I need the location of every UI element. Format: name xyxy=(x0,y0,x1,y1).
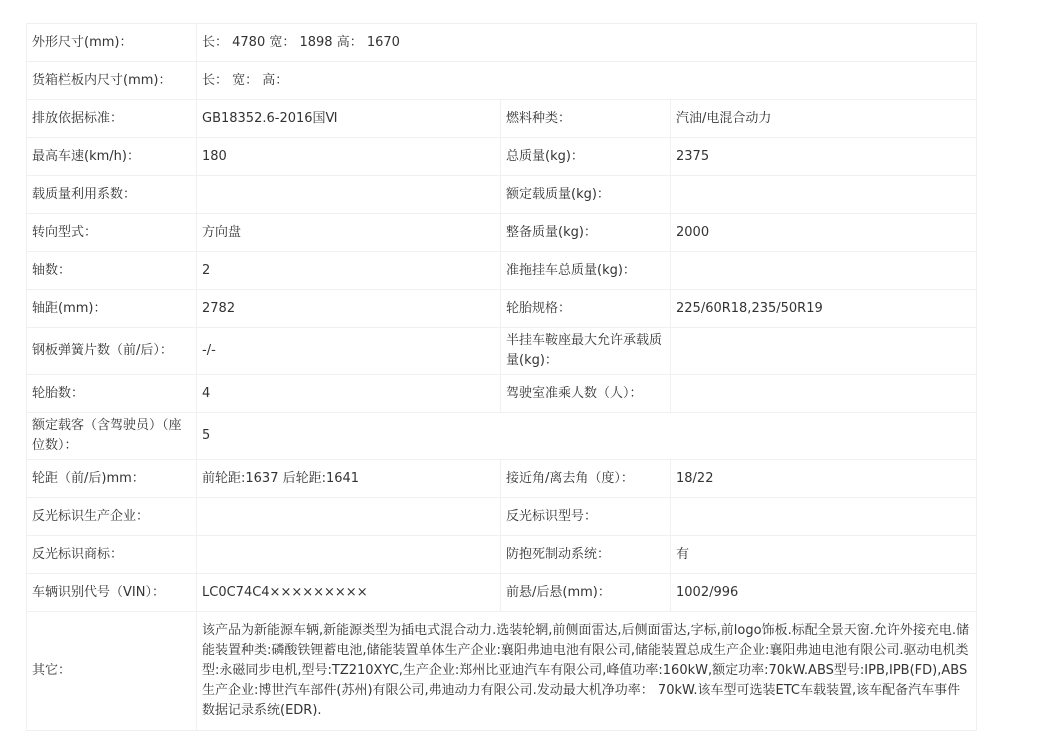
spec-value: 2782 xyxy=(197,290,501,328)
spec-row-seating xyxy=(27,413,977,460)
spec-value: 汽油/电混合动力 xyxy=(671,100,977,138)
spec-value: 2000 xyxy=(671,214,977,252)
spec-notes-text: 该产品为新能源车辆,新能源类型为插电式混合动力.选装轮辋,前侧面雷达,后侧面雷达,字标,前logo饰板.标配全景天窗.允许外接充电.储能装置种类:磷酸铁锂蓄电池,储能装置单体生产企业:襄阳弗迪电池有限公司,储能装置总成生产企业:襄阳弗迪电池有限公司.驱动电机类型:永磁同步电机,型号:TZ210XYC,生产企业:郑州比亚迪汽车有限公司,峰值功率:160kW,额定功率:70kW.ABS型号:IPB,IPB(FD),ABS生产企业:博世汽车部件(苏州)有限公司,弗迪动力有限公司.发动最大机净功率： 70kW.该车型可选装ETC车载装置,该车配备汽车事件数据记录系统(EDR). xyxy=(197,612,977,731)
spec-label: 反光标识生产企业： xyxy=(27,498,197,536)
spec-label: 其它： xyxy=(27,612,197,731)
spec-label: 整备质量(kg)： xyxy=(501,214,671,252)
spec-label: 车辆识别代号（VIN）： xyxy=(27,574,197,612)
spec-label: 钢板弹簧片数（前/后）： xyxy=(27,328,197,375)
spec-label: 接近角/离去角（度）： xyxy=(501,460,671,498)
spec-row-dimensions xyxy=(27,24,977,62)
spec-value: GB18352.6-2016国Ⅵ xyxy=(197,100,501,138)
spec-value: 1002/996 xyxy=(671,574,977,612)
spec-value: 2 xyxy=(197,252,501,290)
spec-label: 载质量利用系数： xyxy=(27,176,197,214)
spec-value: 180 xyxy=(197,138,501,176)
spec-row-cargo-box-dimensions xyxy=(27,62,977,100)
spec-label: 额定载客（含驾驶员）（座位数）： xyxy=(27,413,197,460)
spec-value: 长： 宽： 高： xyxy=(197,62,977,100)
spec-row-load-factor xyxy=(27,176,977,214)
spec-value xyxy=(671,328,977,375)
spec-row-speed-mass xyxy=(27,138,977,176)
spec-value xyxy=(197,536,501,574)
spec-label: 轮距（前/后)mm： xyxy=(27,460,197,498)
spec-row-reflector-maker xyxy=(27,498,977,536)
spec-label: 转向型式： xyxy=(27,214,197,252)
spec-label: 轮胎规格： xyxy=(501,290,671,328)
spec-row-axles-trailer xyxy=(27,252,977,290)
spec-row-reflector-abs xyxy=(27,536,977,574)
spec-value: 长： 4780 宽： 1898 高： 1670 xyxy=(197,24,977,62)
spec-row-steering-curb-mass xyxy=(27,214,977,252)
spec-value: 5 xyxy=(197,413,977,460)
spec-value: 4 xyxy=(197,375,501,413)
spec-value xyxy=(197,176,501,214)
spec-value: LC0C74C4××××××××× xyxy=(197,574,501,612)
spec-value xyxy=(671,176,977,214)
spec-value: 方向盘 xyxy=(197,214,501,252)
spec-label: 外形尺寸(mm)： xyxy=(27,24,197,62)
spec-label: 反光标识商标： xyxy=(27,536,197,574)
spec-row-leaf-springs-saddle xyxy=(27,328,977,375)
spec-label: 最高车速(km/h)： xyxy=(27,138,197,176)
spec-label: 轮胎数： xyxy=(27,375,197,413)
spec-label: 燃料种类： xyxy=(501,100,671,138)
spec-label: 货箱栏板内尺寸(mm)： xyxy=(27,62,197,100)
spec-value: 2375 xyxy=(671,138,977,176)
spec-label: 额定载质量(kg)： xyxy=(501,176,671,214)
spec-row-other-notes xyxy=(27,612,977,731)
spec-label: 驾驶室准乘人数（人）： xyxy=(501,375,671,413)
spec-value xyxy=(197,498,501,536)
spec-label: 轴数： xyxy=(27,252,197,290)
spec-value xyxy=(671,375,977,413)
spec-label: 半挂车鞍座最大允许承载质量(kg)： xyxy=(501,328,671,375)
spec-value: -/- xyxy=(197,328,501,375)
spec-value: 225/60R18,235/50R19 xyxy=(671,290,977,328)
spec-label: 反光标识型号： xyxy=(501,498,671,536)
spec-value: 18/22 xyxy=(671,460,977,498)
vehicle-spec-table xyxy=(26,23,977,731)
spec-label: 准拖挂车总质量(kg)： xyxy=(501,252,671,290)
spec-value: 前轮距:1637 后轮距:1641 xyxy=(197,460,501,498)
spec-value xyxy=(671,252,977,290)
spec-label: 防抱死制动系统： xyxy=(501,536,671,574)
spec-row-tire-count-cab xyxy=(27,375,977,413)
vehicle-spec-sheet xyxy=(26,23,976,731)
spec-label: 排放依据标准： xyxy=(27,100,197,138)
spec-row-emission-fuel xyxy=(27,100,977,138)
spec-label: 轴距(mm)： xyxy=(27,290,197,328)
spec-row-track-angles xyxy=(27,460,977,498)
spec-value xyxy=(671,498,977,536)
spec-row-vin-overhang xyxy=(27,574,977,612)
spec-value: 有 xyxy=(671,536,977,574)
spec-label: 总质量(kg)： xyxy=(501,138,671,176)
spec-label: 前悬/后悬(mm)： xyxy=(501,574,671,612)
spec-row-wheelbase-tires xyxy=(27,290,977,328)
